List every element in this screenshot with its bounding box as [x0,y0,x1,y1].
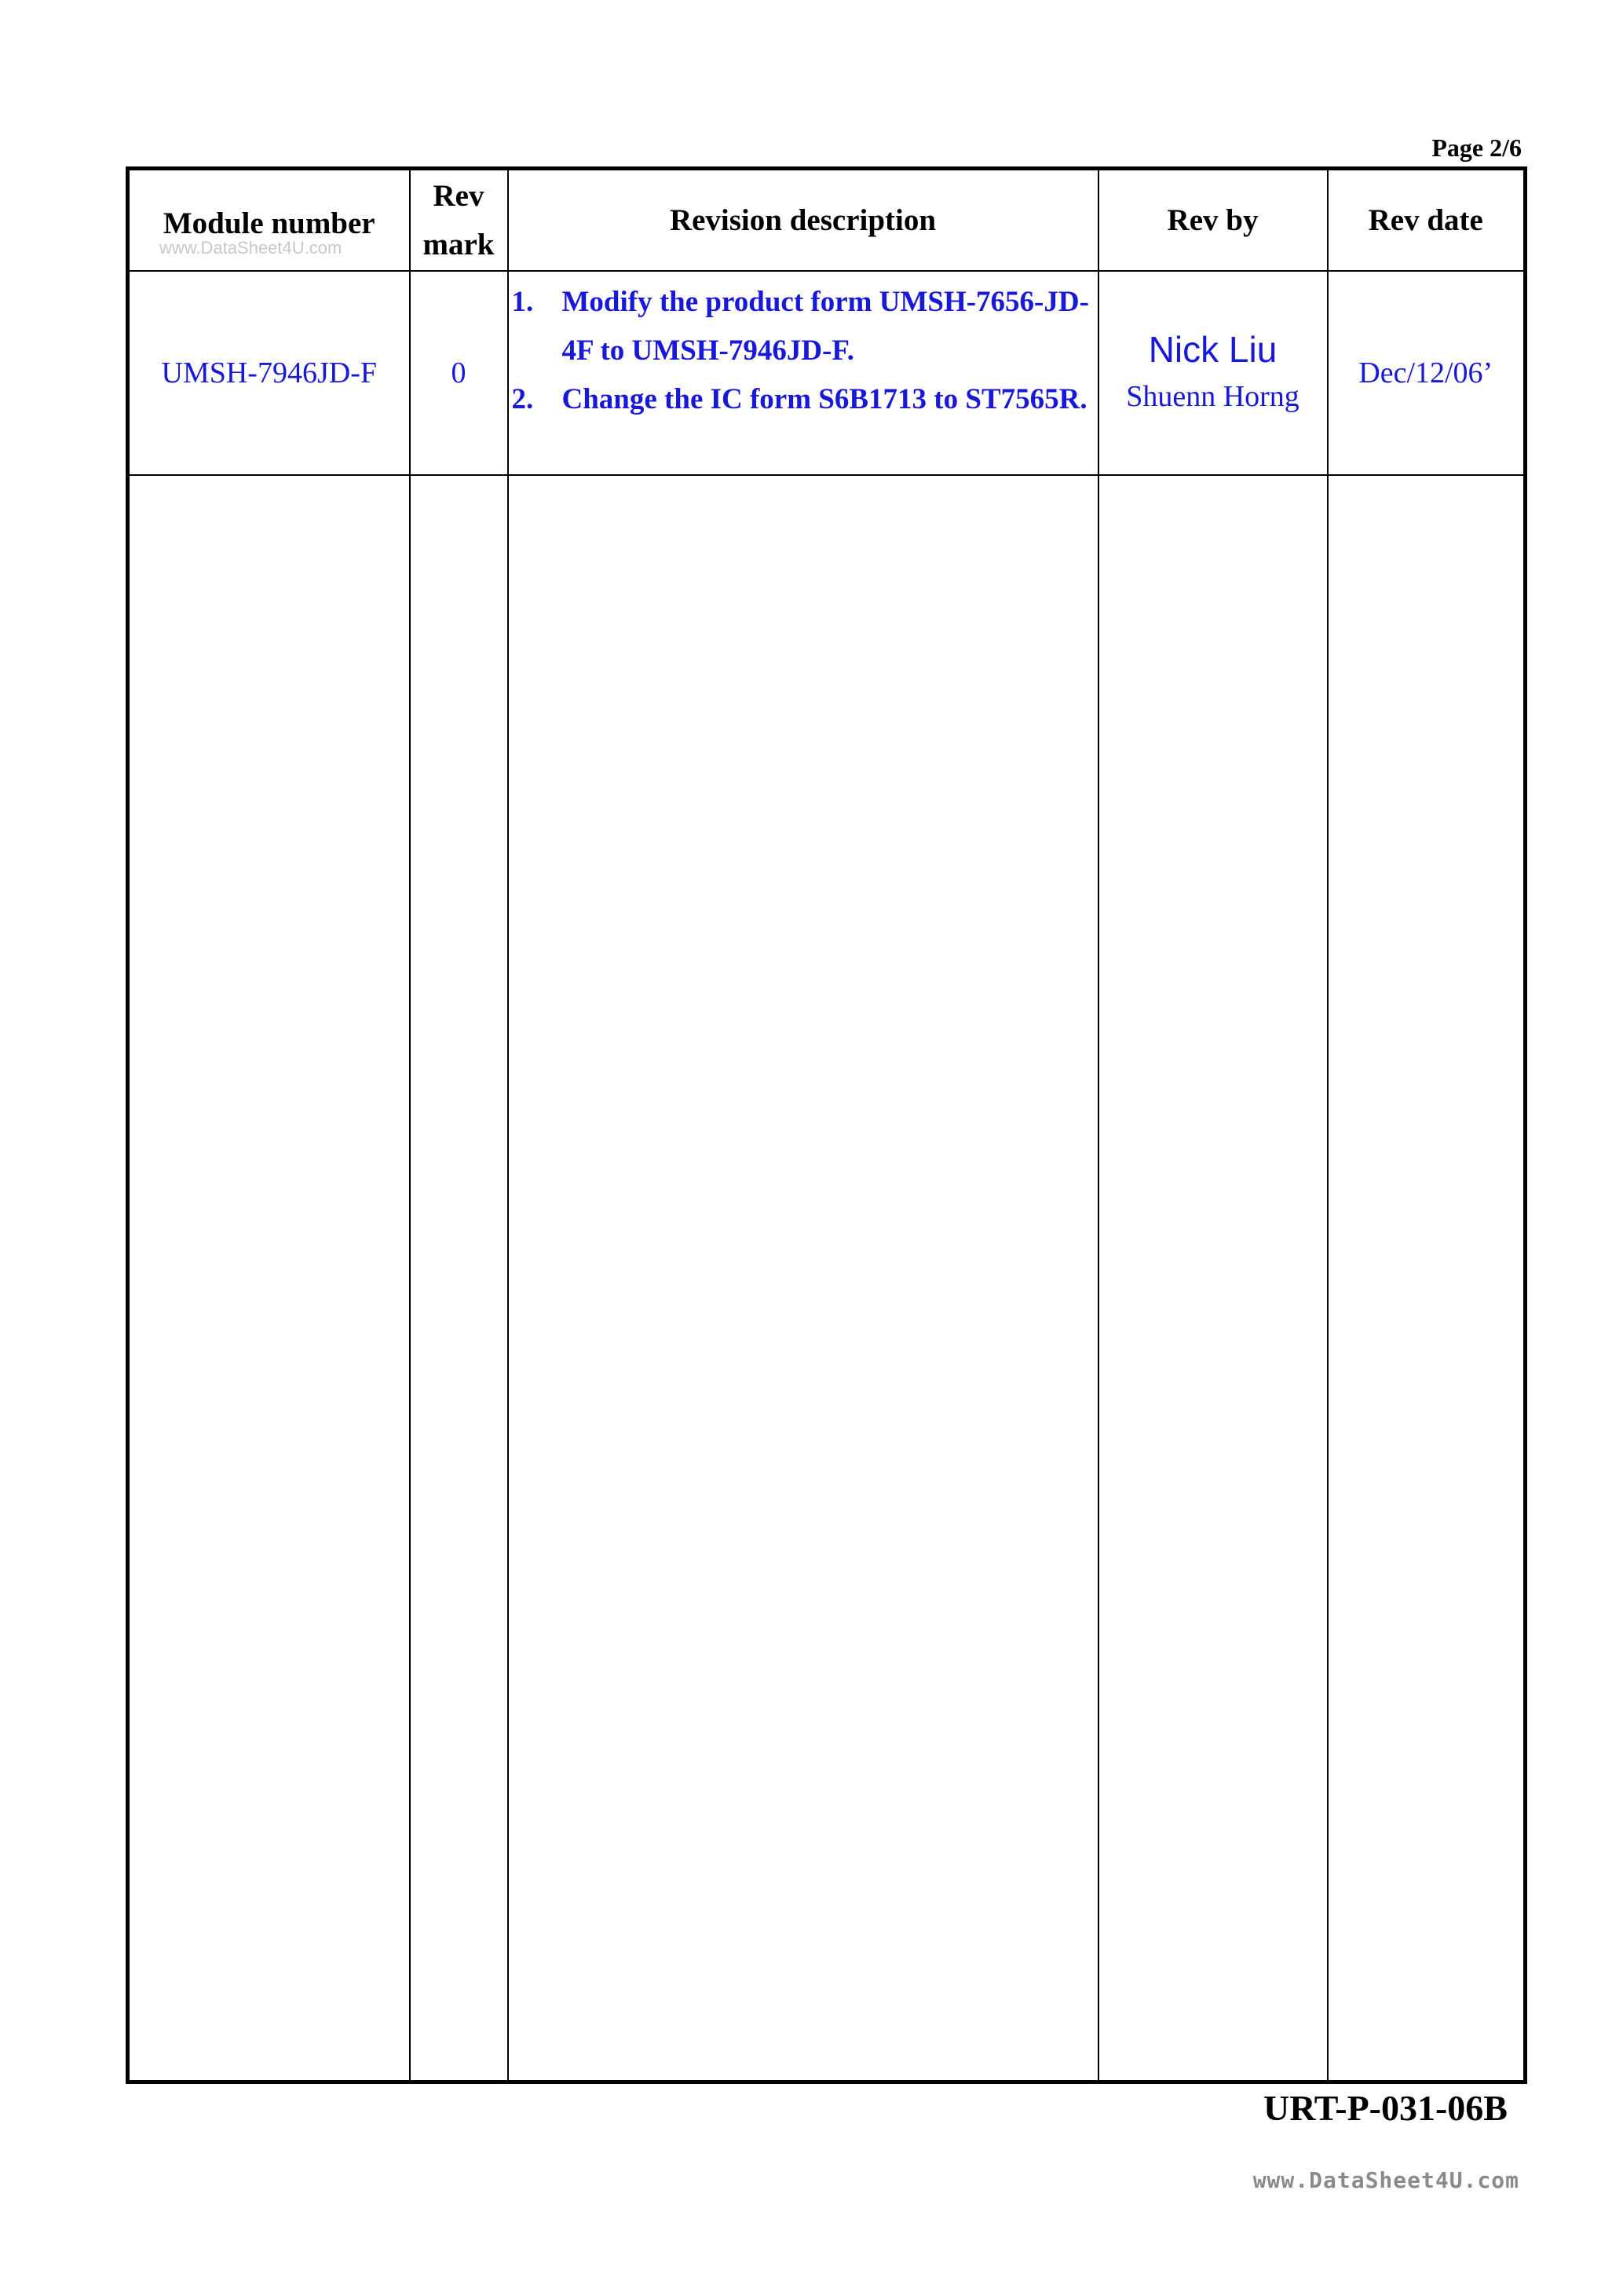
header-watermark: www.DataSheet4U.com [159,238,342,258]
document-code: URT-P-031-06B [1263,2088,1508,2128]
description-list [509,278,1098,424]
table-header-row [128,169,1526,272]
table-row-empty [128,475,1526,2082]
cell-rev-date: Dec/12/06’ [1328,271,1526,475]
header-rev-mark: Rev mark [410,169,508,272]
cell-rev-mark: 0 [410,271,508,475]
footer-watermark-url: www.DataSheet4U.com [1252,2167,1519,2193]
table-row [128,271,1526,475]
header-module-number: Module number www.DataSheet4U.com [128,169,410,272]
cell-rev-by [1098,271,1328,475]
rev-by-company: Shuenn Horng [1126,380,1299,413]
revision-table [126,166,1527,2084]
header-rev-date: Rev date [1328,169,1526,272]
description-item: 1. Modify the product form UMSH-7656-JD-4F to UMSH-7946JD-F. [511,286,1089,367]
cell-revision-description [508,271,1098,475]
header-rev-by: Rev by [1098,169,1328,272]
page-number: Page 2/6 [1431,133,1522,162]
rev-by-name: Nick Liu [1148,329,1278,370]
description-item: 2. Change the IC form S6B1713 to ST7565R. [511,383,1087,415]
cell-module-number: UMSH-7946JD-F [128,271,410,475]
header-revision-description: Revision description [508,169,1098,272]
